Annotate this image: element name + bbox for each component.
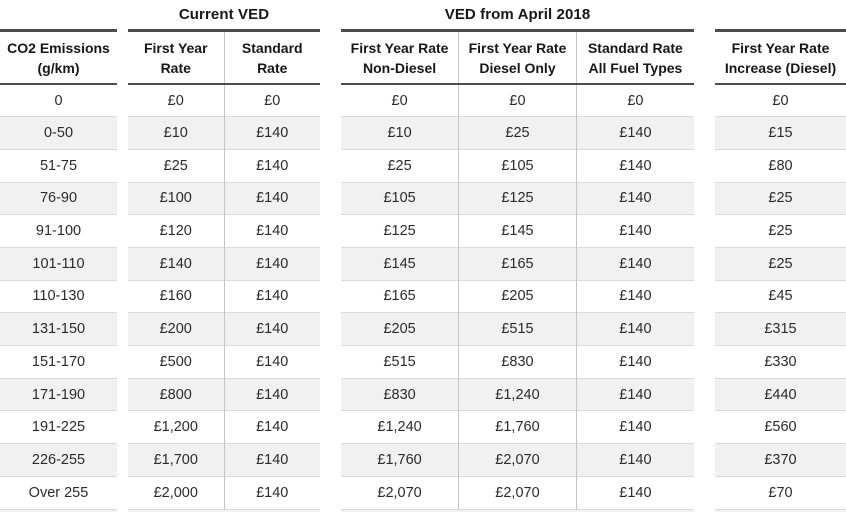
table-cell: £1,760 [341, 444, 459, 477]
group-title-current-ved: Current VED [178, 6, 270, 23]
table-cell: 171-190 [0, 378, 117, 411]
table-row [715, 215, 846, 248]
table-cell: £0 [391, 92, 408, 109]
table-cell: 131-150 [0, 313, 117, 346]
table-row [0, 476, 117, 509]
table-cell: £100 [128, 182, 224, 215]
table-row [0, 84, 117, 117]
table-row [128, 149, 320, 182]
table-row [715, 149, 846, 182]
table-cell: 0 [54, 92, 63, 109]
table-row [128, 346, 320, 379]
table-cell: £140 [224, 247, 320, 280]
table-cell: £140 [576, 149, 694, 182]
table-row [0, 247, 117, 280]
table-cell: £500 [128, 346, 224, 379]
table-row [0, 280, 117, 313]
table-cell: £140 [576, 117, 694, 150]
table-cell: £0 [576, 84, 694, 117]
table-row [341, 476, 694, 509]
table-row [715, 247, 846, 280]
column-header-co2-emissions: CO2 Emissions (g/km) [0, 31, 117, 85]
group-title-increase [715, 0, 846, 29]
table-row [0, 346, 117, 379]
table-row [128, 444, 320, 477]
table-cell: 0-50 [0, 117, 117, 150]
table-row [341, 149, 694, 182]
table-row [341, 346, 694, 379]
table-row [341, 215, 694, 248]
table-cell: 101-110 [0, 247, 117, 280]
table-cell: £140 [224, 117, 320, 150]
table-cell: £200 [128, 313, 224, 346]
table-row [128, 313, 320, 346]
table-cell: £140 [224, 313, 320, 346]
table-cell: £830 [459, 346, 577, 379]
table-cell: £2,000 [128, 476, 224, 509]
column-group-first-year-increase-diesel [715, 0, 846, 512]
table-cell: £140 [224, 215, 320, 248]
table-row [0, 149, 117, 182]
table-cell: £140 [224, 346, 320, 379]
table-cell: 226-255 [0, 444, 117, 477]
co2-emissions-table [0, 29, 117, 509]
current-ved-body [128, 84, 320, 509]
table-cell: £45 [715, 280, 846, 313]
table-cell: £120 [128, 215, 224, 248]
table-cell: £1,240 [459, 378, 577, 411]
table-cell: £440 [715, 378, 846, 411]
table-cell: £2,070 [459, 444, 577, 477]
table-cell: £0 [167, 92, 184, 109]
table-row [341, 411, 694, 444]
table-cell: £25 [459, 117, 577, 150]
table-cell: 110-130 [0, 280, 117, 313]
table-row [128, 182, 320, 215]
current-ved-table [128, 29, 320, 509]
header-row [128, 31, 320, 85]
table-cell: £140 [576, 215, 694, 248]
table-row [128, 215, 320, 248]
table-cell: £0 [459, 84, 577, 117]
table-row [0, 313, 117, 346]
ved-april-2018-body [341, 84, 694, 509]
table-row [715, 280, 846, 313]
table-cell: 151-170 [0, 346, 117, 379]
column-header-first-year-rate-increase-diesel: First Year Rate Increase (Diesel) [715, 31, 846, 85]
table-cell: £25 [715, 215, 846, 248]
table-cell: £10 [341, 117, 459, 150]
table-cell: £315 [715, 313, 846, 346]
table-row [341, 313, 694, 346]
table-row [0, 378, 117, 411]
table-cell: 191-225 [0, 411, 117, 444]
table-cell: £140 [576, 378, 694, 411]
table-row [341, 280, 694, 313]
table-cell: £140 [224, 444, 320, 477]
table-row [128, 280, 320, 313]
table-row [341, 117, 694, 150]
table-cell: £25 [128, 149, 224, 182]
table-cell: £515 [341, 346, 459, 379]
table-row [0, 215, 117, 248]
table-row [0, 117, 117, 150]
table-cell: Over 255 [0, 476, 117, 509]
table-row [0, 182, 117, 215]
table-cell: £165 [341, 280, 459, 313]
table-cell: £140 [128, 247, 224, 280]
table-cell: £515 [459, 313, 577, 346]
table-row [715, 84, 846, 117]
table-row [128, 411, 320, 444]
group-title-ved-april-2018: VED from April 2018 [444, 6, 591, 23]
column-group-co2-emissions [0, 0, 117, 512]
table-cell: £370 [715, 444, 846, 477]
table-cell: £145 [341, 247, 459, 280]
table-cell: £10 [128, 117, 224, 150]
table-cell: £140 [224, 476, 320, 509]
table-row [0, 444, 117, 477]
increase-diesel-body [715, 84, 846, 509]
table-cell: £205 [459, 280, 577, 313]
table-row [715, 444, 846, 477]
header-row [715, 31, 846, 85]
table-row [715, 182, 846, 215]
table-cell: 76-90 [0, 182, 117, 215]
table-row [341, 182, 694, 215]
table-cell: 51-75 [0, 149, 117, 182]
table-cell: £140 [224, 280, 320, 313]
table-row [715, 117, 846, 150]
column-group-ved-april-2018 [341, 0, 694, 512]
table-cell: £140 [224, 182, 320, 215]
ved-april-2018-table [341, 29, 694, 509]
column-group-current-ved [128, 0, 320, 512]
table-cell: £1,200 [128, 411, 224, 444]
table-cell: £800 [128, 378, 224, 411]
table-cell: £80 [715, 149, 846, 182]
co2-emissions-body [0, 84, 117, 509]
group-title-co2 [0, 0, 117, 29]
table-cell: £140 [224, 149, 320, 182]
table-cell: 91-100 [0, 215, 117, 248]
table-row [128, 247, 320, 280]
header-row [341, 31, 694, 85]
column-header-standard-rate-all-fuel-types: Standard Rate All Fuel Types [576, 31, 694, 85]
table-row [715, 346, 846, 379]
table-cell: £560 [715, 411, 846, 444]
table-cell: £140 [576, 247, 694, 280]
table-row [715, 411, 846, 444]
table-cell: £125 [459, 182, 577, 215]
table-row [341, 84, 694, 117]
table-cell: £2,070 [459, 476, 577, 509]
table-cell: £165 [459, 247, 577, 280]
table-cell: £0 [772, 92, 789, 109]
table-cell: £1,240 [341, 411, 459, 444]
table-cell: £70 [715, 476, 846, 509]
table-cell: £140 [576, 411, 694, 444]
increase-diesel-table [715, 29, 846, 509]
table-row [128, 378, 320, 411]
table-cell: £2,070 [341, 476, 459, 509]
table-row [0, 411, 117, 444]
column-header-current-standard-rate: Standard Rate [224, 31, 320, 85]
table-row [715, 313, 846, 346]
table-cell: £140 [224, 378, 320, 411]
table-cell: £140 [576, 444, 694, 477]
table-row [715, 476, 846, 509]
table-cell: £1,700 [128, 444, 224, 477]
table-cell: £830 [341, 378, 459, 411]
table-row [128, 117, 320, 150]
table-cell: £140 [576, 346, 694, 379]
header-row [0, 31, 117, 85]
column-header-current-first-year-rate: First Year Rate [128, 31, 224, 85]
table-cell: £330 [715, 346, 846, 379]
table-cell: £140 [224, 411, 320, 444]
table-cell: £140 [576, 476, 694, 509]
table-row [341, 378, 694, 411]
table-cell: £145 [459, 215, 577, 248]
column-header-first-year-rate-diesel-only: First Year Rate Diesel Only [459, 31, 577, 85]
table-cell: £160 [128, 280, 224, 313]
table-cell: £105 [459, 149, 577, 182]
table-cell: £140 [576, 182, 694, 215]
table-cell: £1,760 [459, 411, 577, 444]
table-row [341, 247, 694, 280]
table-cell: £25 [715, 247, 846, 280]
table-cell: £140 [576, 313, 694, 346]
table-cell: £105 [341, 182, 459, 215]
column-header-first-year-rate-non-diesel: First Year Rate Non-Diesel [341, 31, 459, 85]
table-cell: £0 [224, 84, 320, 117]
table-cell: £205 [341, 313, 459, 346]
table-row [341, 444, 694, 477]
table-cell: £15 [715, 117, 846, 150]
table-row [128, 84, 320, 117]
table-cell: £125 [341, 215, 459, 248]
table-row [715, 378, 846, 411]
table-cell: £25 [715, 182, 846, 215]
table-cell: £140 [576, 280, 694, 313]
table-cell: £25 [341, 149, 459, 182]
table-row [128, 476, 320, 509]
